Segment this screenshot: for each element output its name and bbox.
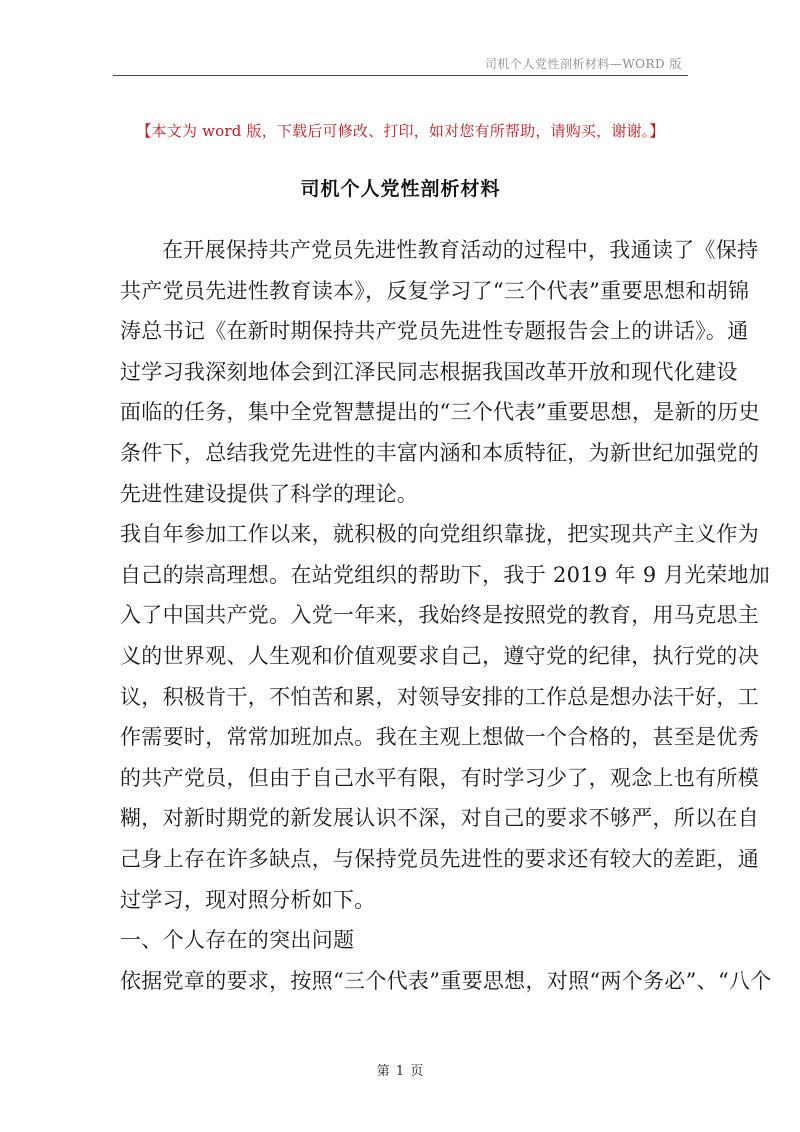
paragraph-line: 义的世界观、人生观和价值观要求自己，遵守党的纪律，执行党的决: [120, 643, 759, 668]
paragraph-line: 己身上存在许多缺点，与保持党员先进性的要求还有较大的差距，通: [120, 846, 759, 871]
paragraph-line: 在开展保持共产党员先进性教育活动的过程中，我通读了《保持: [162, 238, 759, 262]
document-title: 司机个人党性剖析材料: [300, 178, 501, 200]
paragraph-line: 糊，对新时期党的新发展认识不深，对自己的要求不够严，所以在自: [120, 806, 759, 831]
page-number: 第 1 页: [376, 1064, 425, 1079]
paragraph-line: 过学习我深刻地体会到江泽民同志根据我国改革开放和现代化建设: [120, 359, 738, 384]
purchase-notice: 【本文为 word 版，下载后可修改、打印，如对您有所帮助，请购买，谢谢。】: [136, 122, 665, 140]
paragraph-line: 涛总书记《在新时期保持共产党员先进性专题报告会上的讲话》。通: [120, 319, 749, 344]
paragraph-line: 我自年参加工作以来，就积极的向党组织靠拢，把实现共产主义作为: [120, 522, 759, 547]
paragraph-line: 共产党员先进性教育读本》，反复学习了“三个代表”重要思想和胡锦: [120, 278, 750, 303]
body-text: [120, 230, 772, 1001]
paragraph-line: 的共产党员，但由于自己水平有限，有时学习少了，观念上也有所模: [120, 765, 759, 790]
header-divider: [113, 75, 688, 76]
paragraph-line: 依据党章的要求，按照“三个代表”重要思想，对照“两个务必”、“八个: [120, 968, 772, 993]
paragraph-line: 入了中国共产党。入党一年来，我始终是按照党的教育，用马克思主: [120, 603, 759, 628]
paragraph-line: 议，积极肯干，不怕苦和累，对领导安排的工作总是想办法干好，工: [120, 684, 759, 709]
paragraph-line: 条件下，总结我党先进性的丰富内涵和本质特征，为新世纪加强党的: [120, 440, 759, 465]
paragraph-line: 过学习，现对照分析如下。: [120, 887, 376, 912]
paragraph-line: 先进性建设提供了科学的理论。: [120, 481, 419, 506]
paragraph-line: 自己的崇高理想。在站党组织的帮助下，我于 2019 年 9 月光荣地加: [120, 562, 771, 587]
running-header: 司机个人党性剖析材料—WORD 版: [484, 57, 682, 71]
paragraph-line: 面临的任务，集中全党智慧提出的“三个代表”重要思想，是新的历史: [120, 400, 760, 425]
paragraph-line: 作需要时，常常加班加点。我在主观上想做一个合格的，甚至是优秀: [120, 725, 759, 750]
section-heading: 一、个人存在的突出问题: [120, 928, 355, 953]
